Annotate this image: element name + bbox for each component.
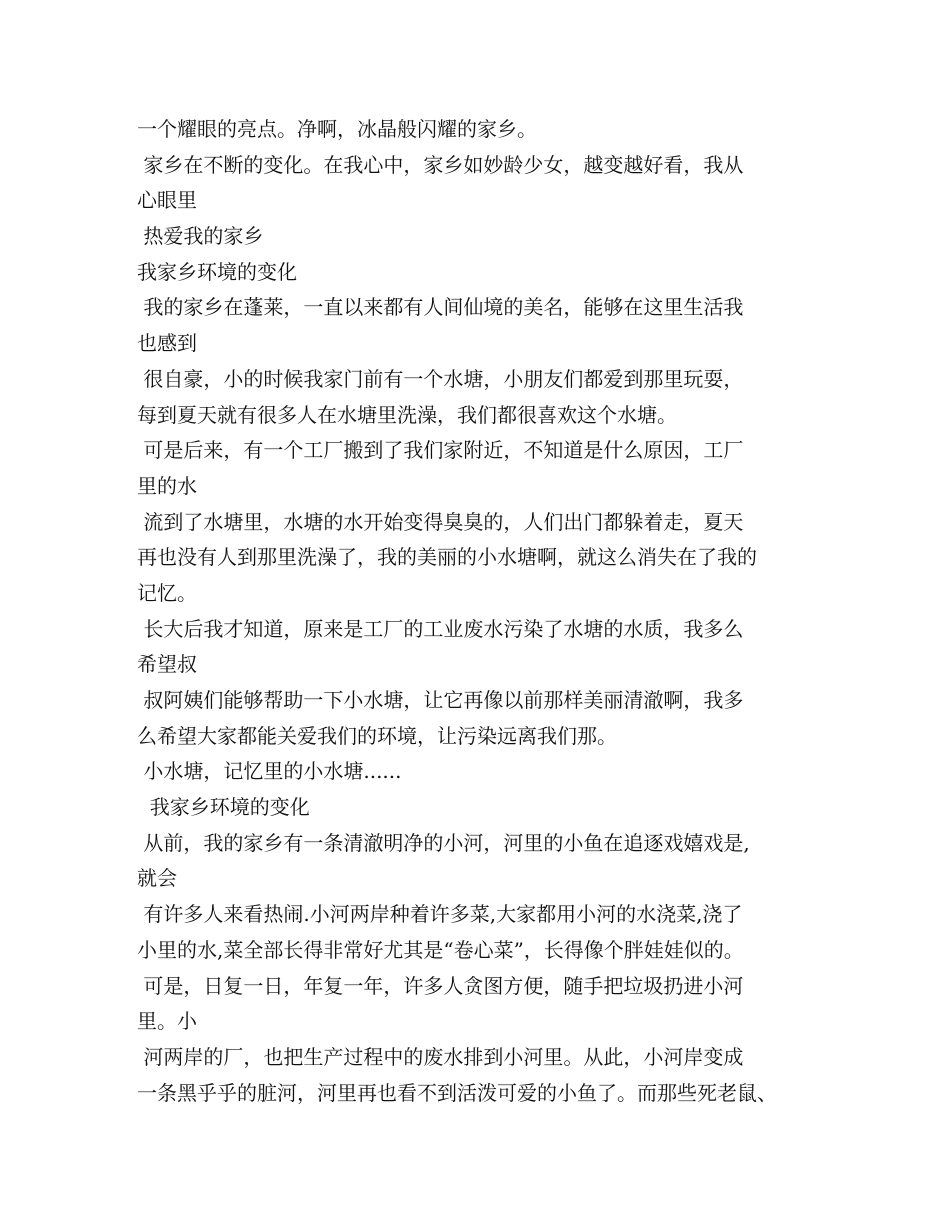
- text-line: 可是后来，有一个工厂搬到了我们家附近，不知道是什么原因，工厂: [137, 438, 744, 463]
- text-line: 希望叔: [137, 652, 197, 677]
- text-line: 我的家乡在蓬莱，一直以来都有人间仙境的美名，能够在这里生活我: [137, 295, 744, 320]
- text-line: 也感到: [137, 331, 197, 356]
- text-line: 每到夏天就有很多人在水塘里洗澡，我们都很喜欢这个水塘。: [137, 402, 677, 427]
- text-line: 从前，我的家乡有一条清澈明净的小河，河里的小鱼在追逐戏嬉戏是,: [137, 830, 750, 855]
- text-line: 很自豪，小的时候我家门前有一个水塘，小朋友们都爱到那里玩耍，: [137, 366, 744, 391]
- text-line: 心眼里: [137, 188, 197, 213]
- text-line: 有许多人来看热闹.小河两岸种着许多菜,大家都用小河的水浇菜,浇了: [137, 902, 743, 927]
- text-line: 小水塘，记忆里的小水塘......: [137, 759, 402, 784]
- section-heading: 我家乡环境的变化: [137, 795, 310, 820]
- text-line: 里。小: [137, 1009, 197, 1034]
- text-line: 叔阿姨们能够帮助一下小水塘，让它再像以前那样美丽清澈啊，我多: [137, 688, 744, 712]
- text-line: 热爱我的家乡: [137, 224, 264, 249]
- text-line: 可是，日复一日，年复一年，许多人贪图方便，随手把垃圾扔进小河: [137, 973, 744, 998]
- text-line: 流到了水塘里，水塘的水开始变得臭臭的，人们出门都躲着走，夏天: [137, 509, 744, 534]
- text-line: 就会: [137, 866, 177, 891]
- text-line: 一条黑乎乎的脏河，河里再也看不到活泼可爱的小鱼了。而那些死老鼠、: [137, 1080, 777, 1105]
- text-line: 家乡在不断的变化。在我心中，家乡如妙龄少女，越变越好看，我从: [137, 152, 744, 177]
- text-line: 河两岸的厂，也把生产过程中的废水排到小河里。从此，小河岸变成: [137, 1044, 744, 1069]
- text-line: 再也没有人到那里洗澡了，我的美丽的小水塘啊，就这么消失在了我的: [137, 545, 757, 570]
- text-line: 记忆。: [137, 580, 197, 605]
- text-line: 里的水: [137, 473, 197, 498]
- document-body: [137, 112, 827, 1111]
- section-heading: 我家乡环境的变化: [137, 259, 297, 284]
- text-line: 小里的水,菜全部长得非常好尤其是“卷心菜”，长得像个胖娃娃似的。: [137, 937, 744, 962]
- text-line: 么希望大家都能关爱我们的环境，让污染远离我们那。: [137, 723, 617, 748]
- text-line: 一个耀眼的亮点。净啊，冰晶般闪耀的家乡。: [137, 117, 537, 141]
- text-line: 长大后我才知道，原来是工厂的工业废水污染了水塘的水质，我多么: [137, 616, 744, 641]
